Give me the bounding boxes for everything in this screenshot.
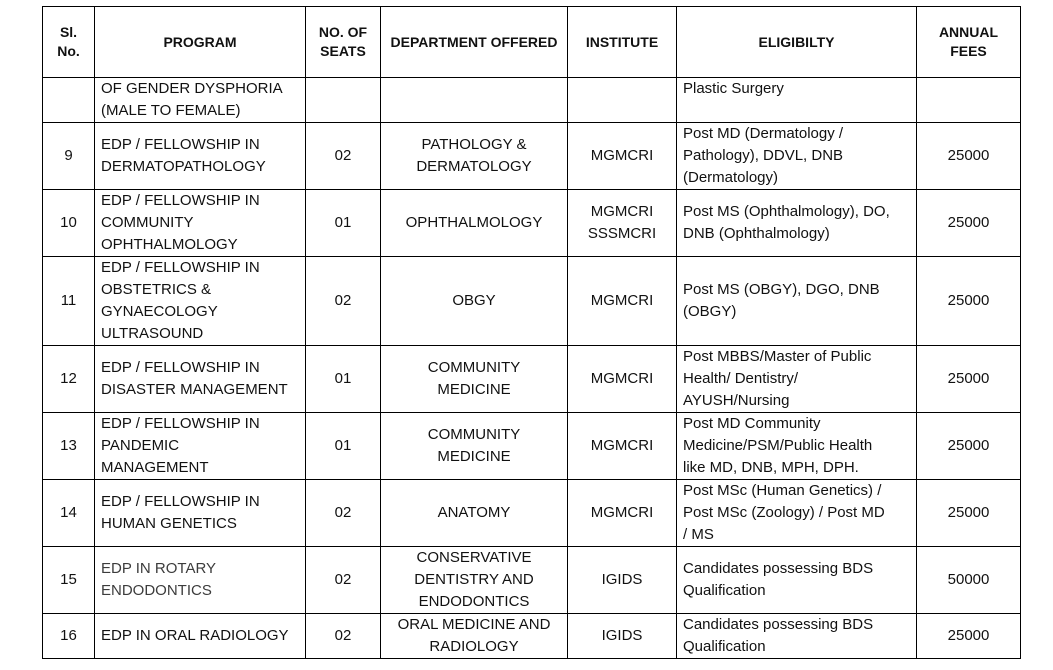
table-row bbox=[43, 547, 1021, 614]
cell-eligibility: Post MSc (Human Genetics) / Post MSc (Zoology) / Post MD / MS bbox=[677, 480, 917, 547]
table-header bbox=[43, 7, 1021, 78]
table-row bbox=[43, 413, 1021, 480]
cell-sl-no: 9 bbox=[43, 123, 95, 190]
cell-institute: MGMCRI SSSMCRI bbox=[568, 190, 677, 257]
cell-eligibility: Candidates possessing BDS Qualification bbox=[677, 614, 917, 659]
cell-program: EDP / FELLOWSHIP IN OBSTETRICS & GYNAECOLOGY ULTRASOUND bbox=[95, 257, 306, 346]
header-institute: INSTITUTE bbox=[568, 7, 677, 78]
cell-department: CONSERVATIVE DENTISTRY AND ENDODONTICS bbox=[381, 547, 568, 614]
cell-seats: 02 bbox=[306, 257, 381, 346]
cell-eligibility: Candidates possessing BDS Qualification bbox=[677, 547, 917, 614]
cell-fees: 50000 bbox=[917, 547, 1021, 614]
cell-program: EDP / FELLOWSHIP IN DISASTER MANAGEMENT bbox=[95, 346, 306, 413]
cell-fees: 25000 bbox=[917, 190, 1021, 257]
cell-eligibility: Post MD Community Medicine/PSM/Public Health like MD, DNB, MPH, DPH. bbox=[677, 413, 917, 480]
cell-program: EDP / FELLOWSHIP IN COMMUNITY OPHTHALMOLOGY bbox=[95, 190, 306, 257]
cell-institute: MGMCRI bbox=[568, 257, 677, 346]
cell-sl-no: 10 bbox=[43, 190, 95, 257]
cell-fees: 25000 bbox=[917, 413, 1021, 480]
cell-eligibility: Post MS (OBGY), DGO, DNB (OBGY) bbox=[677, 257, 917, 346]
cell-institute: MGMCRI bbox=[568, 413, 677, 480]
cell-institute: MGMCRI bbox=[568, 480, 677, 547]
cell-department bbox=[381, 78, 568, 123]
cell-program: OF GENDER DYSPHORIA (MALE TO FEMALE) bbox=[95, 78, 306, 123]
cell-institute: MGMCRI bbox=[568, 346, 677, 413]
cell-fees: 25000 bbox=[917, 346, 1021, 413]
cell-department: COMMUNITY MEDICINE bbox=[381, 346, 568, 413]
cell-department: ANATOMY bbox=[381, 480, 568, 547]
cell-sl-no: 11 bbox=[43, 257, 95, 346]
cell-eligibility: Post MBBS/Master of Public Health/ Dentistry/ AYUSH/Nursing bbox=[677, 346, 917, 413]
cell-eligibility: Plastic Surgery bbox=[677, 78, 917, 123]
cell-fees: 25000 bbox=[917, 614, 1021, 659]
cell-program: EDP IN ROTARY ENDODONTICS bbox=[95, 547, 306, 614]
cell-seats bbox=[306, 78, 381, 123]
header-fees: ANNUAL FEES bbox=[917, 7, 1021, 78]
table-body bbox=[43, 78, 1021, 659]
cell-sl-no: 16 bbox=[43, 614, 95, 659]
cell-department: COMMUNITY MEDICINE bbox=[381, 413, 568, 480]
cell-program: EDP / FELLOWSHIP IN HUMAN GENETICS bbox=[95, 480, 306, 547]
cell-department: ORAL MEDICINE AND RADIOLOGY bbox=[381, 614, 568, 659]
cell-sl-no: 14 bbox=[43, 480, 95, 547]
cell-fees: 25000 bbox=[917, 480, 1021, 547]
cell-seats: 02 bbox=[306, 123, 381, 190]
cell-institute bbox=[568, 78, 677, 123]
table-row bbox=[43, 614, 1021, 659]
header-department: DEPARTMENT OFFERED bbox=[381, 7, 568, 78]
header-seats: NO. OF SEATS bbox=[306, 7, 381, 78]
cell-fees bbox=[917, 78, 1021, 123]
header-eligibility: ELIGIBILTY bbox=[677, 7, 917, 78]
cell-eligibility: Post MS (Ophthalmology), DO, DNB (Ophthalmology) bbox=[677, 190, 917, 257]
header-row bbox=[43, 7, 1021, 78]
cell-institute: IGIDS bbox=[568, 614, 677, 659]
cell-department: PATHOLOGY & DERMATOLOGY bbox=[381, 123, 568, 190]
table-row bbox=[43, 480, 1021, 547]
table-row bbox=[43, 78, 1021, 123]
cell-seats: 01 bbox=[306, 346, 381, 413]
cell-institute: IGIDS bbox=[568, 547, 677, 614]
cell-seats: 02 bbox=[306, 614, 381, 659]
table-row bbox=[43, 123, 1021, 190]
cell-department: OBGY bbox=[381, 257, 568, 346]
cell-institute: MGMCRI bbox=[568, 123, 677, 190]
cell-eligibility: Post MD (Dermatology / Pathology), DDVL, DNB (Dermatology) bbox=[677, 123, 917, 190]
header-sl-no: Sl. No. bbox=[43, 7, 95, 78]
cell-sl-no: 12 bbox=[43, 346, 95, 413]
cell-seats: 01 bbox=[306, 190, 381, 257]
cell-program: EDP / FELLOWSHIP IN DERMATOPATHOLOGY bbox=[95, 123, 306, 190]
cell-sl-no: 15 bbox=[43, 547, 95, 614]
table-row bbox=[43, 346, 1021, 413]
cell-seats: 01 bbox=[306, 413, 381, 480]
cell-fees: 25000 bbox=[917, 257, 1021, 346]
table-row bbox=[43, 257, 1021, 346]
cell-fees: 25000 bbox=[917, 123, 1021, 190]
cell-sl-no bbox=[43, 78, 95, 123]
table-row bbox=[43, 190, 1021, 257]
cell-program: EDP IN ORAL RADIOLOGY bbox=[95, 614, 306, 659]
cell-seats: 02 bbox=[306, 547, 381, 614]
cell-seats: 02 bbox=[306, 480, 381, 547]
cell-department: OPHTHALMOLOGY bbox=[381, 190, 568, 257]
cell-program: EDP / FELLOWSHIP IN PANDEMIC MANAGEMENT bbox=[95, 413, 306, 480]
programs-table bbox=[42, 6, 1021, 659]
header-program: PROGRAM bbox=[95, 7, 306, 78]
cell-sl-no: 13 bbox=[43, 413, 95, 480]
